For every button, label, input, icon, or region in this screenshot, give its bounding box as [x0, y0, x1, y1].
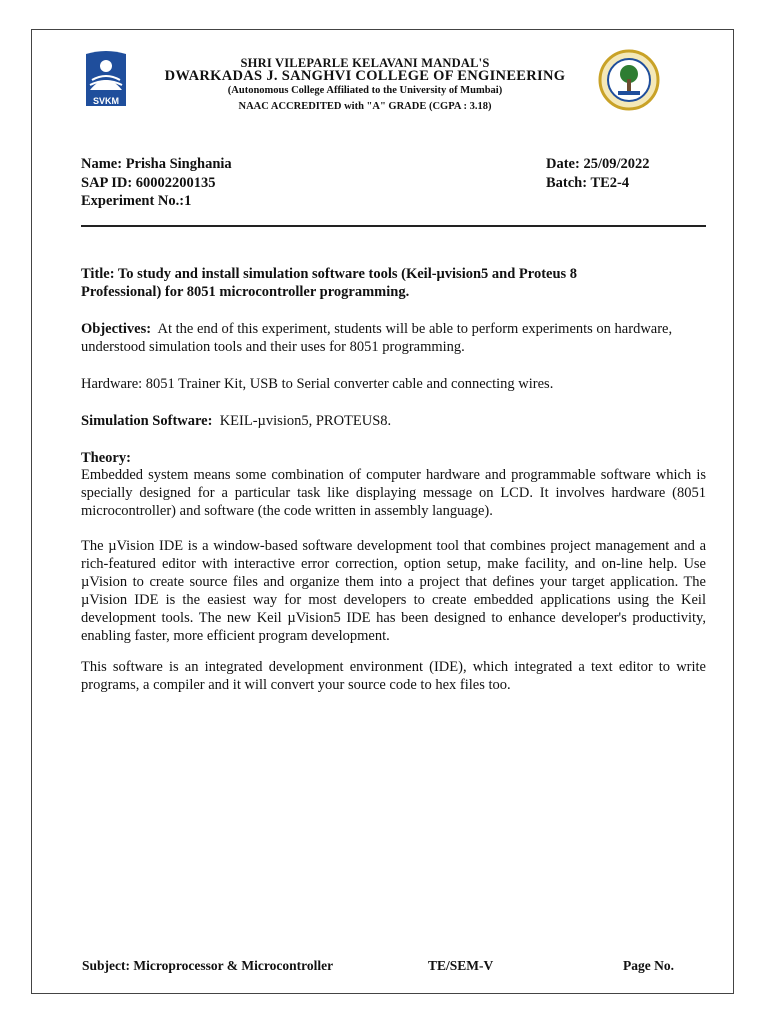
objectives-label: Objectives:	[81, 321, 152, 337]
title-line-1: Title: To study and install simulation software tools (Keil-μvision5 and Proteus 8	[81, 266, 578, 282]
theory-paragraph-2: The µVision IDE is a window-based software development tool that combines project management and a rich-featured editor with interactive error correction, option setup, make facility, and on-line help. Use µVision to create source files and organize them into a project that defines your target application. The µVision IDE is the easiest way for most developers to create embedded applications using the Keil development tools. The new Keil µVision5 IDE has been designed to enhance developer's productivity, enabling faster, more efficient program development.	[81, 538, 706, 644]
header-divider	[81, 225, 706, 227]
theory-paragraph-3: This software is an integrated development environment (IDE), which integrated a text editor to write programs, a compiler and it will convert your source code to hex files too.	[81, 659, 706, 693]
date: Date: 25/09/2022	[546, 156, 650, 172]
simulation-software-label: Simulation Software:	[81, 413, 213, 429]
header-trust-name: SHRI VILEPARLE KELAVANI MANDAL'S	[240, 56, 490, 70]
header-college-name: DWARKADAS J. SANGHVI COLLEGE OF ENGINEERING	[164, 68, 566, 84]
batch: Batch: TE2-4	[546, 175, 630, 191]
simulation-software-text: KEIL-µvision5, PROTEUS8.	[219, 413, 392, 429]
student-name: Name: Prisha Singhania	[81, 156, 232, 172]
svkm-logo-text: SVKM	[92, 96, 120, 106]
header-accreditation: NAAC ACCREDITED with "A" GRADE (CGPA : 3.18)	[238, 101, 492, 112]
footer-semester: TE/SEM-V	[428, 958, 494, 973]
simulation-software-line	[81, 412, 706, 430]
experiment-number: Experiment No.:1	[81, 193, 192, 209]
svkm-logo	[82, 50, 130, 108]
theory-paragraph-1: Embedded system means some combination of computer hardware and programmable software which is specially designed for a particular task like displaying message on LCD. It involves hardware (8051 microcontroller) and software (the code written in assembly language).	[81, 467, 706, 519]
theory-heading: Theory:	[81, 450, 131, 466]
title-line-2: Professional) for 8051 microcontroller programming.	[81, 284, 410, 300]
footer-subject: Subject: Microprocessor & Microcontroller	[82, 958, 334, 973]
sap-id: SAP ID: 60002200135	[81, 175, 216, 191]
objectives-text: At the end of this experiment, students will be able to perform experiments on hardware, understood simulation tools and their uses for 8051 programming.	[81, 321, 673, 355]
experiment-title	[81, 265, 706, 301]
college-seal-logo	[598, 49, 660, 111]
objectives-section	[81, 320, 706, 356]
header-affiliation: (Autonomous College Affiliated to the University of Mumbai)	[227, 85, 503, 96]
footer-page-number: Page No.	[623, 958, 674, 973]
hardware-line: Hardware: 8051 Trainer Kit, USB to Serial converter cable and connecting wires.	[81, 376, 554, 392]
